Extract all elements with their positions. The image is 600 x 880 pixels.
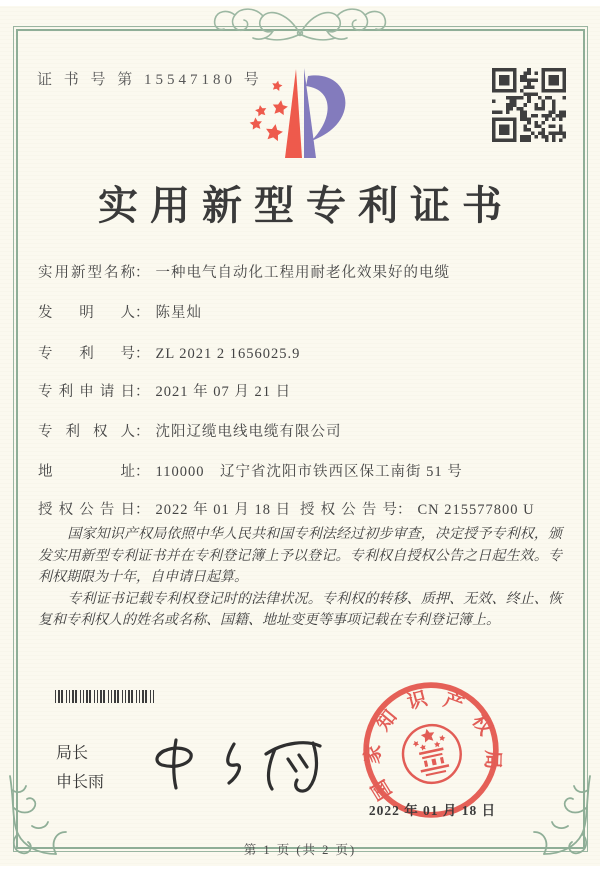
field-row-patentee: 专利权人： 沈阳辽缆电线电缆有限公司 — [38, 420, 570, 441]
field-row-address: 地址： 110000 辽宁省沈阳市铁西区保工南街 51 号 — [38, 460, 570, 481]
official-title: 局长 — [56, 745, 89, 762]
certificate-paper — [0, 6, 600, 872]
certificate-title: 实用新型专利证书 — [98, 183, 514, 228]
official-name: 申长雨 — [56, 774, 105, 791]
field-label: 地址 — [38, 464, 135, 480]
field-value: 2021 年 07 月 21 日 — [155, 384, 292, 400]
official-block — [56, 739, 104, 797]
qr-code-icon — [492, 68, 566, 142]
field-label: 专利权人 — [38, 424, 135, 440]
page-indicator: 第 1 页 (共 2 页) — [243, 843, 357, 857]
seal-ring-text: 国家知识产权局 — [362, 688, 503, 804]
legal-body-text — [38, 524, 562, 632]
field-row-patent-number: 专利号： ZL 2021 2 1656025.9 — [38, 342, 570, 363]
field-row-grant: 授权公告日： 2022 年 01 月 18 日 授权公告号： CN 215577800 U — [38, 498, 570, 519]
field-value: 陈星灿 — [155, 305, 202, 321]
field-label: 发明人 — [38, 305, 135, 321]
field-label: 实用新型名称 — [38, 265, 135, 281]
body-paragraph-2: 专利证书记载专利权登记时的法律状况。专利权的转移、质押、无效、终止、恢复和专利权人的姓名或名称、国籍、地址变更等事项记载在专利登记簿上。 — [38, 591, 562, 628]
field-value: CN 215577800 U — [417, 502, 535, 518]
field-value: 一种电气自动化工程用耐老化效果好的电缆 — [155, 265, 450, 281]
cnipa-logo-icon — [249, 66, 349, 166]
grant-number-group: 授权公告号： CN 215577800 U — [300, 498, 535, 519]
field-label: 专利申请日 — [38, 384, 135, 400]
field-row-inventor: 发明人： 陈星灿 — [38, 301, 570, 322]
field-value: 沈阳辽缆电线电缆有限公司 — [155, 424, 342, 440]
field-value: 110000 辽宁省沈阳市铁西区保工南街 51 号 — [155, 464, 463, 480]
certificate-number: 证 书 号 第 15547180 号 — [37, 72, 263, 88]
field-label: 授权公告号 — [300, 502, 397, 518]
field-label: 专利号 — [38, 346, 135, 362]
field-row-filing-date: 专利申请日： 2021 年 07 月 21 日 — [38, 380, 570, 401]
field-value: ZL 2021 2 1656025.9 — [155, 346, 301, 362]
field-label: 授权公告日 — [38, 502, 135, 518]
field-row-utility-model-name: 实用新型名称： 一种电气自动化工程用耐老化效果好的电缆 — [38, 261, 570, 282]
barcode-icon — [55, 690, 155, 703]
seal-date: 2022 年 01 月 18 日 — [368, 803, 497, 818]
body-paragraph-1: 国家知识产权局依照中华人民共和国专利法经过初步审查，决定授予专利权，颁发实用新型专利证书并在专利登记簿上予以登记。专利权自授权公告之日起生效。专利权期限为十年，自申请日起算。 — [38, 527, 562, 585]
signature-handwriting-icon — [146, 728, 341, 798]
field-value: 2022 年 01 月 18 日 — [155, 502, 292, 518]
photo-edge — [0, 866, 600, 872]
